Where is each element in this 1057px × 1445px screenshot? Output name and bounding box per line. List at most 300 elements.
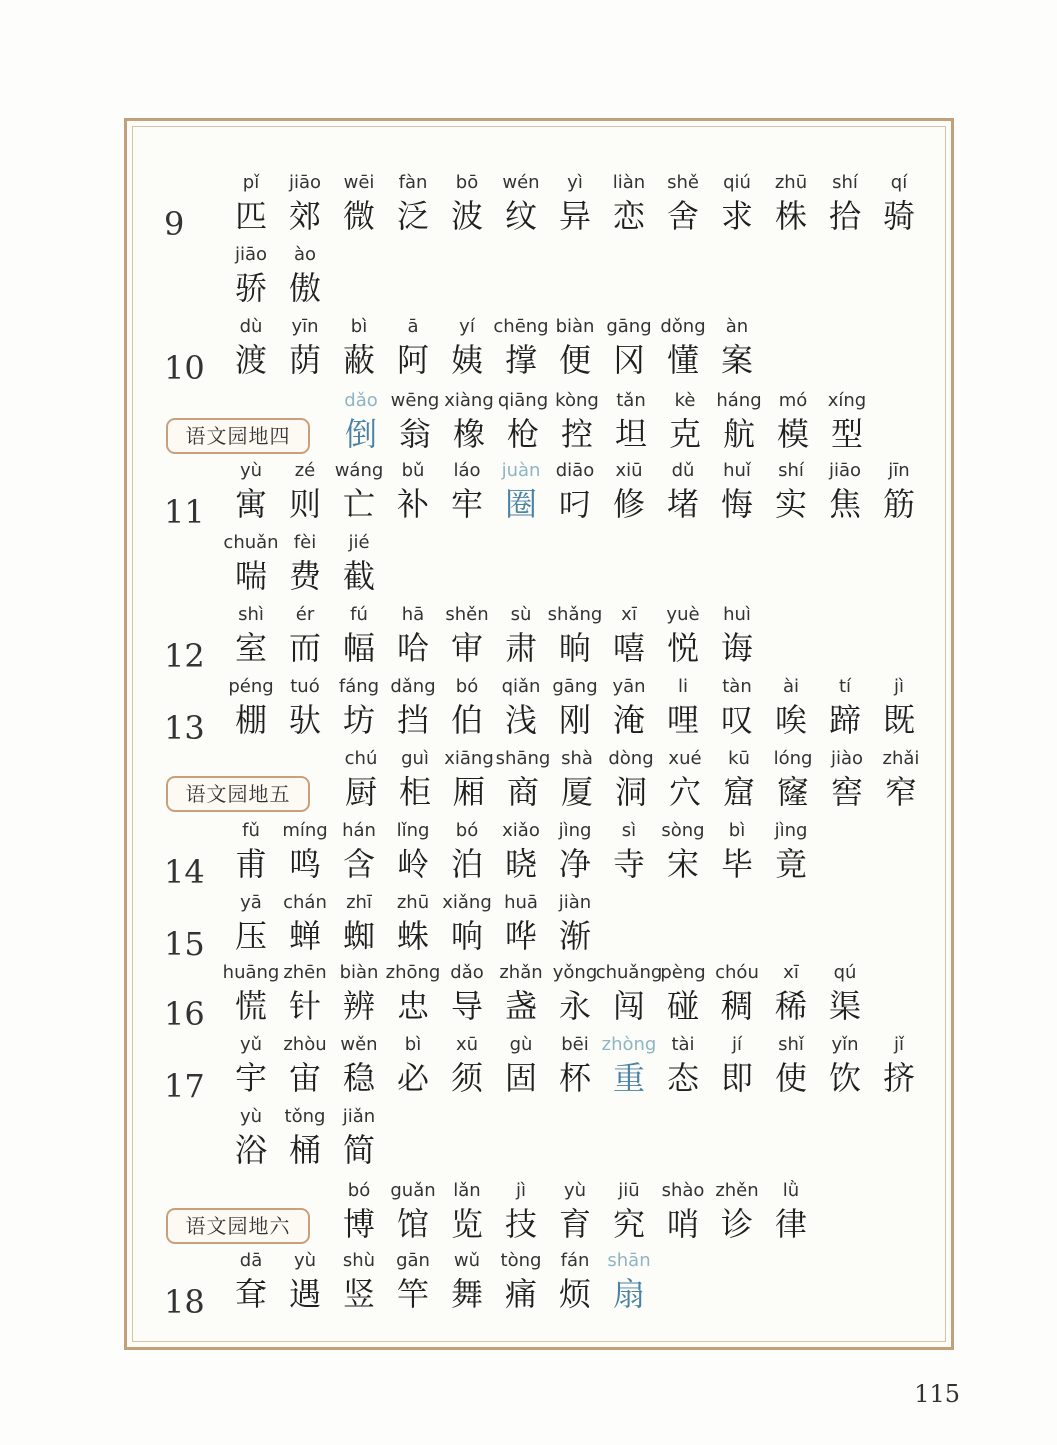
pinyin: péng xyxy=(228,676,274,697)
hanzi: 甫 xyxy=(234,845,267,883)
character-cell xyxy=(332,1104,386,1176)
hanzi: 幅 xyxy=(342,629,375,667)
pinyin: huāng xyxy=(222,962,280,983)
hanzi: 窄 xyxy=(884,773,917,811)
hanzi: 审 xyxy=(450,629,483,667)
hanzi: 牢 xyxy=(450,485,483,523)
hanzi: 宇 xyxy=(234,1059,267,1097)
pinyin: yīn xyxy=(291,316,319,337)
pinyin: jí xyxy=(731,1034,742,1055)
pinyin: biàn xyxy=(339,962,379,983)
hanzi: 哈 xyxy=(396,629,429,667)
hanzi: 肃 xyxy=(504,629,537,667)
hanzi: 撑 xyxy=(504,341,537,379)
pinyin: tài xyxy=(671,1034,695,1055)
hanzi: 蜘 xyxy=(342,917,375,955)
pinyin: guǎn xyxy=(390,1180,436,1201)
hanzi: 截 xyxy=(342,557,375,595)
character-cell xyxy=(872,170,926,242)
pinyin: xiū xyxy=(615,460,643,481)
hanzi: 哗 xyxy=(504,917,537,955)
hanzi: 阿 xyxy=(396,341,429,379)
hanzi: 厢 xyxy=(452,773,485,811)
hanzi: 而 xyxy=(288,629,321,667)
hanzi: 型 xyxy=(830,415,863,453)
hanzi: 翁 xyxy=(398,415,431,453)
pinyin: dù xyxy=(239,316,263,337)
pinyin: jiào xyxy=(830,748,864,769)
hanzi: 微 xyxy=(342,197,375,235)
hanzi: 蛛 xyxy=(396,917,429,955)
pinyin: jì xyxy=(893,676,904,697)
pinyin: yǒng xyxy=(552,962,598,983)
hanzi: 波 xyxy=(450,197,483,235)
pinyin: bō xyxy=(455,172,479,193)
pinyin: bó xyxy=(347,1180,371,1201)
hanzi: 橡 xyxy=(452,415,485,453)
lesson-number: 11 xyxy=(164,493,205,531)
hanzi: 则 xyxy=(288,485,321,523)
character-cell xyxy=(602,1248,656,1320)
pinyin: àn xyxy=(725,316,749,337)
pinyin: shì xyxy=(238,604,264,625)
character-row xyxy=(0,746,1057,818)
pinyin: li xyxy=(677,676,688,697)
hanzi: 既 xyxy=(882,701,915,739)
character-cell xyxy=(548,890,602,962)
hanzi: 耷 xyxy=(234,1275,267,1313)
character-row xyxy=(0,1032,1057,1104)
pinyin: xiǎo xyxy=(502,820,540,841)
hanzi: 蝉 xyxy=(288,917,321,955)
character-cell xyxy=(872,1032,926,1104)
hanzi: 郊 xyxy=(288,197,321,235)
pinyin: fàn xyxy=(398,172,428,193)
hanzi: 驮 xyxy=(288,701,321,739)
pinyin: chuǎn xyxy=(223,532,279,553)
hanzi: 毕 xyxy=(720,845,753,883)
hanzi: 焦 xyxy=(828,485,861,523)
character-row xyxy=(0,890,1057,962)
pinyin: jīn xyxy=(888,460,910,481)
pinyin: hā xyxy=(401,604,425,625)
pinyin: wén xyxy=(502,172,540,193)
character-cell xyxy=(872,458,926,530)
pinyin: sòng xyxy=(661,820,705,841)
lesson-number: 17 xyxy=(164,1067,205,1105)
hanzi: 荫 xyxy=(288,341,321,379)
character-cell xyxy=(874,746,928,818)
pinyin: míng xyxy=(282,820,328,841)
pinyin: fèi xyxy=(293,532,317,553)
pinyin: yǔ xyxy=(239,1034,263,1055)
pinyin: lǜ xyxy=(782,1180,800,1201)
hanzi: 渠 xyxy=(828,987,861,1025)
hanzi: 懂 xyxy=(666,341,699,379)
section-label: 语文园地四 xyxy=(166,418,310,454)
pinyin: qú xyxy=(833,962,857,983)
pinyin: jiàn xyxy=(558,892,592,913)
pinyin: chú xyxy=(344,748,378,769)
pinyin: yǐn xyxy=(831,1034,859,1055)
hanzi: 厦 xyxy=(560,773,593,811)
pinyin: dǒng xyxy=(660,316,706,337)
hanzi: 骄 xyxy=(234,269,267,307)
hanzi: 杯 xyxy=(558,1059,591,1097)
character-row xyxy=(0,602,1057,674)
character-cell xyxy=(764,818,818,890)
pinyin: láo xyxy=(453,460,481,481)
pinyin: yuè xyxy=(666,604,700,625)
pinyin: zhǎn xyxy=(499,962,543,983)
pinyin: zhòng xyxy=(601,1034,657,1055)
hanzi: 案 xyxy=(720,341,753,379)
hanzi: 傲 xyxy=(288,269,321,307)
hanzi: 室 xyxy=(234,629,267,667)
section-label: 语文园地六 xyxy=(166,1208,310,1244)
lesson-number: 16 xyxy=(164,995,205,1033)
character-cell xyxy=(278,242,332,314)
hanzi: 竖 xyxy=(342,1275,375,1313)
pinyin: guì xyxy=(401,748,429,769)
pinyin: zhū xyxy=(396,892,430,913)
hanzi: 柜 xyxy=(398,773,431,811)
pinyin: yí xyxy=(459,316,475,337)
lesson-number: 15 xyxy=(164,925,205,963)
pinyin: gāng xyxy=(606,316,652,337)
hanzi: 求 xyxy=(720,197,753,235)
page-number: 115 xyxy=(914,1380,960,1408)
pinyin: wǔ xyxy=(453,1250,481,1271)
hanzi: 骑 xyxy=(882,197,915,235)
hanzi: 究 xyxy=(612,1205,645,1243)
hanzi: 寺 xyxy=(612,845,645,883)
character-cell xyxy=(710,602,764,674)
hanzi: 泛 xyxy=(396,197,429,235)
lesson-number: 10 xyxy=(164,349,205,387)
hanzi: 忠 xyxy=(396,987,429,1025)
pinyin: zhēn xyxy=(283,962,327,983)
hanzi: 舞 xyxy=(450,1275,483,1313)
hanzi: 使 xyxy=(774,1059,807,1097)
pinyin: lǎn xyxy=(453,1180,481,1201)
hanzi: 碰 xyxy=(666,987,699,1025)
pinyin: dǎo xyxy=(344,390,378,411)
hanzi: 泊 xyxy=(450,845,483,883)
pinyin: háng xyxy=(716,390,762,411)
hanzi: 渐 xyxy=(558,917,591,955)
pinyin: jiāo xyxy=(288,172,322,193)
pinyin: yù xyxy=(563,1180,587,1201)
hanzi: 洞 xyxy=(614,773,647,811)
hanzi: 净 xyxy=(558,845,591,883)
pinyin: jǐ xyxy=(893,1034,904,1055)
hanzi: 永 xyxy=(558,987,591,1025)
pinyin: shí xyxy=(832,172,858,193)
pinyin: dǎng xyxy=(390,676,436,697)
character-cell xyxy=(332,530,386,602)
hanzi: 态 xyxy=(666,1059,699,1097)
lesson-number: 14 xyxy=(164,853,205,891)
hanzi: 蹄 xyxy=(828,701,861,739)
hanzi: 诊 xyxy=(720,1205,753,1243)
hanzi: 匹 xyxy=(234,197,267,235)
pinyin: zé xyxy=(294,460,316,481)
pinyin: bì xyxy=(350,316,368,337)
hanzi: 坊 xyxy=(342,701,375,739)
pinyin: yā xyxy=(240,892,262,913)
pinyin: kū xyxy=(728,748,750,769)
hanzi: 坦 xyxy=(614,415,647,453)
hanzi: 堵 xyxy=(666,485,699,523)
hanzi: 固 xyxy=(504,1059,537,1097)
character-cell xyxy=(710,314,764,386)
pinyin: diāo xyxy=(555,460,595,481)
lesson-number: 9 xyxy=(164,205,185,243)
pinyin: juàn xyxy=(501,460,541,481)
character-row xyxy=(0,818,1057,890)
character-row xyxy=(0,1248,1057,1320)
hanzi: 航 xyxy=(722,415,755,453)
hanzi: 株 xyxy=(774,197,807,235)
hanzi: 亡 xyxy=(342,485,375,523)
character-row xyxy=(0,674,1057,746)
hanzi: 晓 xyxy=(504,845,537,883)
pinyin: wēng xyxy=(390,390,440,411)
hanzi: 盏 xyxy=(504,987,537,1025)
character-row xyxy=(0,1178,1057,1250)
hanzi: 宙 xyxy=(288,1059,321,1097)
pinyin: zhū xyxy=(774,172,808,193)
pinyin: tǒng xyxy=(284,1106,326,1127)
hanzi: 律 xyxy=(774,1205,807,1243)
hanzi: 必 xyxy=(396,1059,429,1097)
pinyin: gān xyxy=(396,1250,430,1271)
pinyin: sì xyxy=(621,820,637,841)
pinyin: pèng xyxy=(660,962,706,983)
hanzi: 诲 xyxy=(720,629,753,667)
hanzi: 唉 xyxy=(774,701,807,739)
pinyin: fú xyxy=(350,604,368,625)
pinyin: xiāng xyxy=(444,748,494,769)
hanzi: 挡 xyxy=(396,701,429,739)
pinyin: shà xyxy=(561,748,593,769)
pinyin: fán xyxy=(560,1250,590,1271)
hanzi: 压 xyxy=(234,917,267,955)
pinyin: liàn xyxy=(612,172,646,193)
pinyin: lóng xyxy=(773,748,813,769)
character-cell xyxy=(818,960,872,1032)
pinyin: sù xyxy=(510,604,532,625)
hanzi: 闯 xyxy=(612,987,645,1025)
pinyin: qiú xyxy=(723,172,751,193)
hanzi: 便 xyxy=(558,341,591,379)
pinyin: zhǎi xyxy=(882,748,920,769)
hanzi: 哨 xyxy=(666,1205,699,1243)
hanzi: 晌 xyxy=(558,629,591,667)
pinyin: jiū xyxy=(618,1180,640,1201)
pinyin: dā xyxy=(239,1250,263,1271)
character-row xyxy=(0,530,1057,602)
hanzi: 针 xyxy=(288,987,321,1025)
hanzi: 导 xyxy=(450,987,483,1025)
lesson-number: 13 xyxy=(164,709,205,747)
character-cell xyxy=(820,388,874,460)
hanzi: 枪 xyxy=(506,415,539,453)
character-row xyxy=(0,314,1057,386)
hanzi: 姨 xyxy=(450,341,483,379)
hanzi: 修 xyxy=(612,485,645,523)
hanzi: 稳 xyxy=(342,1059,375,1097)
pinyin: chóu xyxy=(715,962,759,983)
pinyin: jì xyxy=(515,1180,526,1201)
pinyin: fǔ xyxy=(242,820,260,841)
pinyin: qí xyxy=(890,172,908,193)
hanzi: 蔽 xyxy=(342,341,375,379)
pinyin: yù xyxy=(239,460,263,481)
hanzi: 恋 xyxy=(612,197,645,235)
pinyin: dǎo xyxy=(450,962,484,983)
hanzi: 穴 xyxy=(668,773,701,811)
pinyin: shù xyxy=(342,1250,376,1271)
hanzi: 览 xyxy=(450,1205,483,1243)
pinyin: zhěn xyxy=(715,1180,759,1201)
hanzi: 窟 xyxy=(722,773,755,811)
pinyin: wēi xyxy=(343,172,375,193)
hanzi: 响 xyxy=(450,917,483,955)
hanzi: 刚 xyxy=(558,701,591,739)
pinyin: dòng xyxy=(608,748,654,769)
hanzi: 遇 xyxy=(288,1275,321,1313)
hanzi: 叼 xyxy=(558,485,591,523)
hanzi: 冈 xyxy=(612,341,645,379)
pinyin: gù xyxy=(509,1034,533,1055)
hanzi: 桶 xyxy=(288,1131,321,1169)
pinyin: shān xyxy=(607,1250,651,1271)
pinyin: xī xyxy=(621,604,637,625)
pinyin: qiāng xyxy=(497,390,549,411)
hanzi: 鸣 xyxy=(288,845,321,883)
pinyin: chuǎng xyxy=(595,962,663,983)
pinyin: xiàng xyxy=(444,390,494,411)
pinyin: huǐ xyxy=(723,460,751,481)
hanzi: 挤 xyxy=(882,1059,915,1097)
lesson-number: 12 xyxy=(164,637,205,675)
hanzi: 拾 xyxy=(828,197,861,235)
pinyin: ài xyxy=(782,676,800,697)
pinyin: jiāo xyxy=(828,460,862,481)
hanzi: 悔 xyxy=(720,485,753,523)
section-label: 语文园地五 xyxy=(166,776,310,812)
hanzi: 育 xyxy=(558,1205,591,1243)
pinyin: lǐng xyxy=(396,820,430,841)
hanzi: 嘻 xyxy=(612,629,645,667)
pinyin: tǎn xyxy=(616,390,646,411)
pinyin: tí xyxy=(838,676,852,697)
hanzi: 技 xyxy=(504,1205,537,1243)
pinyin: bó xyxy=(455,820,479,841)
character-row xyxy=(0,1104,1057,1176)
hanzi: 浅 xyxy=(504,701,537,739)
hanzi: 重 xyxy=(612,1059,645,1097)
pinyin: shào xyxy=(661,1180,705,1201)
hanzi: 哩 xyxy=(666,701,699,739)
pinyin: bǔ xyxy=(401,460,425,481)
hanzi: 渡 xyxy=(234,341,267,379)
pinyin: bì xyxy=(404,1034,422,1055)
character-cell xyxy=(764,1178,818,1250)
pinyin: jiāo xyxy=(234,244,268,265)
hanzi: 岭 xyxy=(396,845,429,883)
hanzi: 稠 xyxy=(720,987,753,1025)
hanzi: 须 xyxy=(450,1059,483,1097)
hanzi: 博 xyxy=(342,1205,375,1243)
pinyin: shě xyxy=(667,172,699,193)
hanzi: 伯 xyxy=(450,701,483,739)
pinyin: zhī xyxy=(346,892,372,913)
hanzi: 饮 xyxy=(828,1059,861,1097)
hanzi: 辨 xyxy=(342,987,375,1025)
pinyin: huì xyxy=(723,604,751,625)
character-row xyxy=(0,242,1057,314)
hanzi: 馆 xyxy=(396,1205,429,1243)
pinyin: tuó xyxy=(290,676,320,697)
pinyin: tòng xyxy=(500,1250,542,1271)
hanzi: 倒 xyxy=(344,415,377,453)
pinyin: bì xyxy=(728,820,746,841)
hanzi: 窿 xyxy=(776,773,809,811)
hanzi: 稀 xyxy=(774,987,807,1025)
pinyin: bēi xyxy=(561,1034,589,1055)
pinyin: gāng xyxy=(552,676,598,697)
hanzi: 慌 xyxy=(234,987,267,1025)
pinyin: shǎng xyxy=(547,604,603,625)
hanzi: 补 xyxy=(396,485,429,523)
character-row xyxy=(0,388,1057,460)
pinyin: yān xyxy=(612,676,646,697)
pinyin: dǔ xyxy=(671,460,695,481)
pinyin: mó xyxy=(778,390,808,411)
hanzi: 模 xyxy=(776,415,809,453)
pinyin: xiǎng xyxy=(442,892,492,913)
lesson-number: 18 xyxy=(164,1283,205,1321)
hanzi: 寓 xyxy=(234,485,267,523)
pinyin: tàn xyxy=(722,676,752,697)
pinyin: fáng xyxy=(338,676,380,697)
pinyin: chēng xyxy=(493,316,549,337)
pinyin: xī xyxy=(783,962,799,983)
hanzi: 筋 xyxy=(882,485,915,523)
pinyin: chán xyxy=(283,892,327,913)
pinyin: zhōng xyxy=(385,962,441,983)
hanzi: 舍 xyxy=(666,197,699,235)
pinyin: biàn xyxy=(555,316,595,337)
pinyin: ào xyxy=(293,244,317,265)
hanzi: 烦 xyxy=(558,1275,591,1313)
hanzi: 竟 xyxy=(774,845,807,883)
pinyin: hán xyxy=(342,820,376,841)
pinyin: jìng xyxy=(558,820,592,841)
hanzi: 悦 xyxy=(666,629,699,667)
hanzi: 含 xyxy=(342,845,375,883)
hanzi: 实 xyxy=(774,485,807,523)
pinyin: yì xyxy=(567,172,583,193)
hanzi: 厨 xyxy=(344,773,377,811)
hanzi: 圈 xyxy=(504,485,537,523)
pinyin: shǐ xyxy=(778,1034,804,1055)
pinyin: wáng xyxy=(334,460,384,481)
hanzi: 即 xyxy=(720,1059,753,1097)
